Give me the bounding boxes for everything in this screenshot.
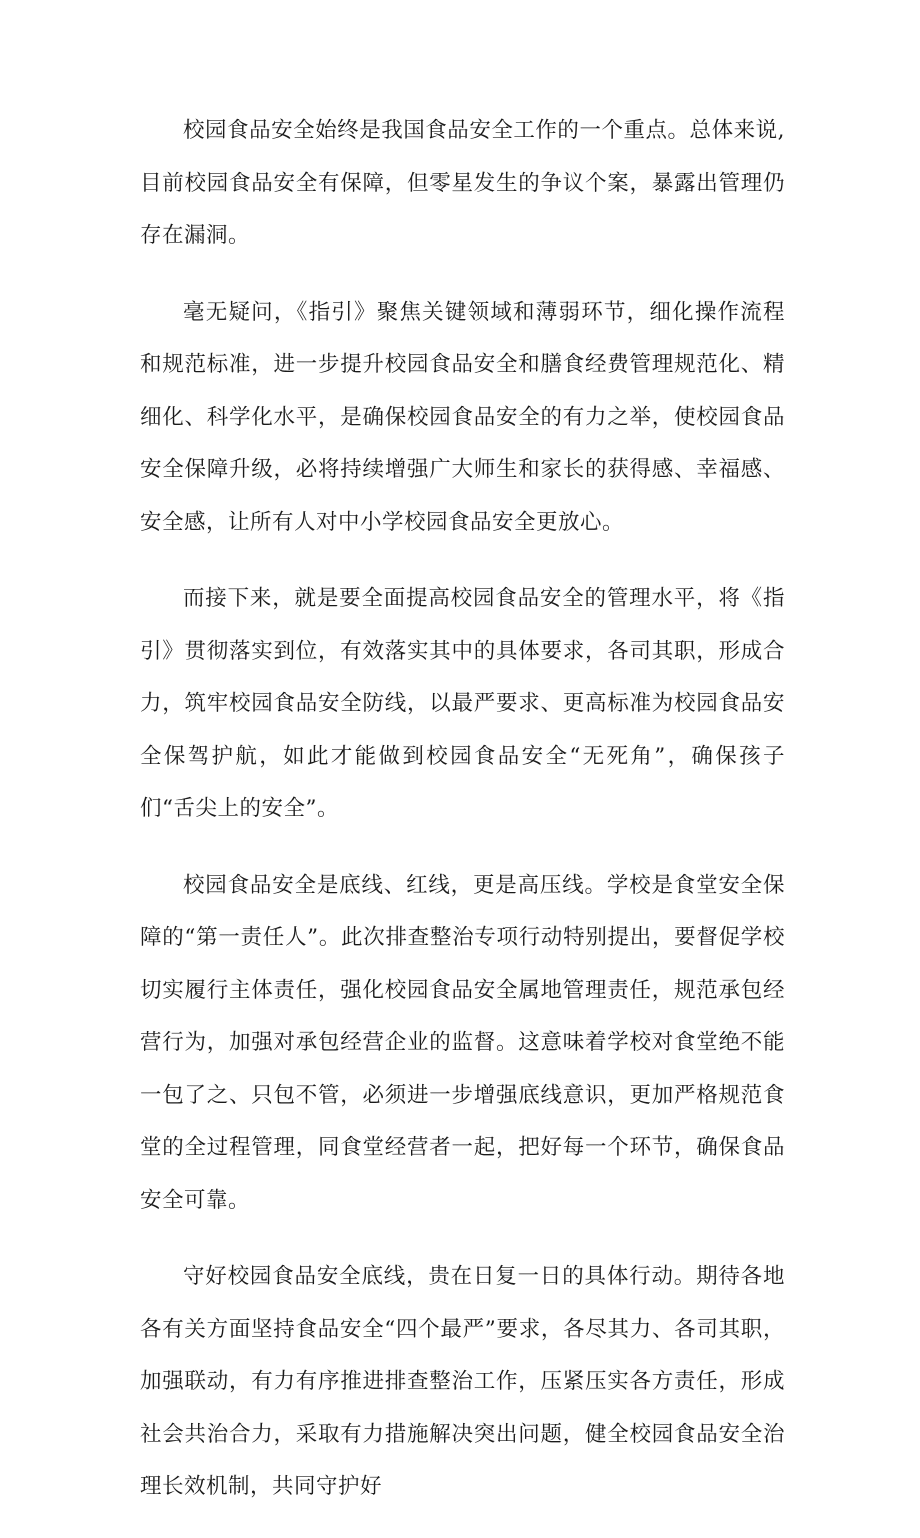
- paragraph-2: 毫无疑问，《指引》聚焦关键领域和薄弱环节，细化操作流程和规范标准，进一步提升校园食品安全和膳食经费管理规范化、精细化、科学化水平，是确保校园食品安全的有力之举，使校园食品安全保障升级，必将持续增强广大师生和家长的获得感、幸福感、安全感，让所有人对中小学校园食品安全更放心。: [140, 299, 785, 535]
- paragraph-1: 校园食品安全始终是我国食品安全工作的一个重点。总体来说,目前校园食品安全有保障，但零星发生的争议个案，暴露出管理仍存在漏洞。: [140, 118, 785, 248]
- article-body: [140, 105, 785, 1538]
- paragraph-4: 校园食品安全是底线、红线，更是高压线。学校是食堂安全保障的“第一责任人”。此次排查整治专项行动特别提出，要督促学校切实履行主体责任，强化校园食品安全属地管理责任，规范承包经营行为，加强对承包经营企业的监督。这意味着学校对食堂绝不能一包了之、只包不管，必须进一步增强底线意识，更加严格规范食堂的全过程管理，同食堂经营者一起，把好每一个环节，确保食品安全可靠。: [140, 872, 785, 1213]
- paragraph-5: 守好校园食品安全底线，贵在日复一日的具体行动。期待各地各有关方面坚持食品安全“四个最严”要求，各尽其力、各司其职，加强联动，有力有序推进排查整治工作，压紧压实各方责任，形成社会共治合力，采取有力措施解决突出问题，健全校园食品安全治理长效机制，共同守护好: [140, 1264, 785, 1499]
- paragraph-3: 而接下来，就是要全面提高校园食品安全的管理水平，将《指引》贯彻落实到位，有效落实其中的具体要求，各司其职，形成合力，筑牢校园食品安全防线，以最严要求、更高标准为校园食品安全保驾护航，如此才能做到校园食品安全“无死角”，确保孩子们“舌尖上的安全”。: [140, 586, 785, 821]
